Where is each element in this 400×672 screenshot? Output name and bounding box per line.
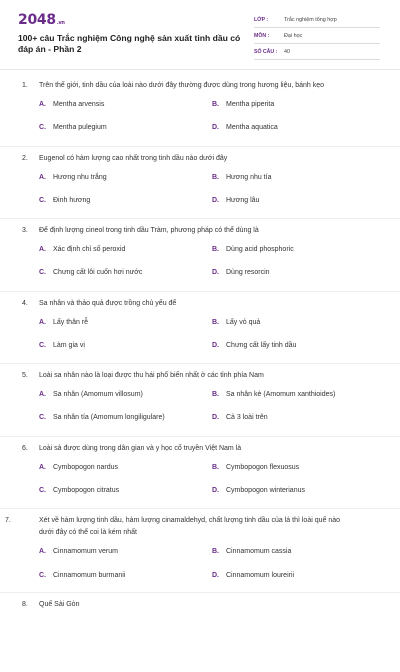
question-divider: [0, 592, 400, 593]
question-text: 3. Để định lượng cineol trong tinh dầu Tràm, phương pháp có thể dùng là: [22, 225, 380, 237]
question-divider: [0, 291, 400, 292]
answer-option[interactable]: A. Sa nhân (Amomum villosum): [39, 391, 143, 398]
answer-option[interactable]: C. Đinh hương: [39, 196, 91, 204]
answer-option[interactable]: B. Cymbopogon flexuosus: [212, 463, 300, 471]
question-divider: [0, 218, 400, 219]
meta-row-class: [254, 12, 380, 28]
header-divider: [0, 69, 400, 70]
meta-label: MÔN :: [254, 32, 270, 39]
question-item: [0, 298, 400, 371]
question-text: 2. Eugenol có hàm lượng cao nhất trong tinh dầu nào dưới đây: [22, 153, 380, 165]
question-number: 1.: [22, 82, 28, 89]
answer-option[interactable]: A. Cymbopogon nardus: [39, 463, 118, 471]
question-text: 6. Loài sả được dùng trong dân gian và y học cổ truyền Việt Nam là: [22, 443, 380, 455]
page-title: 100+ câu Trắc nghiệm Công nghệ sản xuất tinh dầu có đáp án - Phần 2: [18, 33, 241, 54]
answer-option[interactable]: B. Cinnamomum cassia: [212, 548, 292, 555]
question-text: 1. Trên thế giới, tinh dầu của loài nào dưới đây thường được dùng trong hương liệu, bánh kẹo: [22, 80, 380, 92]
answer-option[interactable]: C. Làm gia vị: [39, 341, 85, 349]
answer-option[interactable]: C. Chưng cất lôi cuốn hơi nước: [39, 269, 143, 276]
answer-option[interactable]: D. Chưng cất lấy tinh dầu: [212, 341, 297, 349]
answer-option[interactable]: B. Lấy vỏ quả: [212, 318, 261, 326]
answer-option[interactable]: C. Cymbopogon citratus: [39, 486, 120, 494]
question-number: 2.: [22, 154, 28, 162]
question-text: 7. Xét về hàm lượng tinh dầu, hàm lượng cinamaldehyd, chất lượng tinh dầu của lá thì loài quế nào dưới đây có thể coi là kém nhất: [5, 517, 341, 536]
answer-option[interactable]: A. Hương nhu trắng: [39, 173, 107, 181]
question-divider: [0, 146, 400, 147]
meta-value: 40: [284, 48, 290, 55]
question-item: [0, 80, 400, 153]
answer-option[interactable]: A. Mentha arvensis: [39, 101, 105, 108]
question-item: [0, 515, 400, 599]
answer-option[interactable]: A. Lấy thân rễ: [39, 318, 89, 326]
answer-option[interactable]: A. Cinnamomum verum: [39, 548, 118, 555]
meta-label: LỚP :: [254, 16, 269, 23]
answer-option[interactable]: C. Sa nhân tía (Amomum longiligulare): [39, 414, 165, 421]
answer-option[interactable]: D. Cymbopogon winterianus: [212, 486, 305, 494]
answer-option[interactable]: D. Cinnamomum loureirii: [212, 572, 295, 579]
question-divider: [0, 363, 400, 364]
question-list: [0, 80, 400, 672]
answer-option[interactable]: B. Hương nhu tía: [212, 173, 272, 181]
question-number: 3.: [22, 227, 28, 234]
site-logo[interactable]: 2048.vn: [18, 12, 65, 28]
meta-label: SỐ CÂU :: [254, 48, 278, 55]
question-number: 5.: [22, 372, 28, 379]
question-text: 4. Sa nhân và thảo quả được trồng chủ yếu để: [22, 298, 380, 310]
question-item: [0, 370, 400, 443]
question-item: [0, 153, 400, 226]
answer-option[interactable]: D. Hương lâu: [212, 196, 260, 204]
question-number: 7.: [5, 517, 11, 524]
question-divider: [0, 436, 400, 437]
meta-row-count: [254, 44, 380, 60]
answer-option[interactable]: C. Cinnamomum burmanii: [39, 572, 126, 579]
question-text: 5. Loài sa nhân nào là loại được thu hái phổ biến nhất ở các tỉnh phía Nam: [22, 370, 380, 382]
meta-value: Trắc nghiệm tổng hợp: [284, 16, 337, 23]
answer-option[interactable]: B. Sa nhân kè (Amomum xanthioides): [212, 391, 336, 398]
answer-option[interactable]: D. Cả 3 loài trên: [212, 414, 268, 421]
question-divider: [0, 508, 400, 509]
question-item: [0, 225, 400, 298]
answer-option[interactable]: A. Xác định chỉ số peroxid: [39, 246, 126, 253]
answer-option[interactable]: B. Mentha piperita: [212, 101, 275, 108]
answer-option[interactable]: C. Mentha pulegium: [39, 124, 107, 131]
page-header: [0, 0, 400, 64]
meta-row-subject: [254, 28, 380, 44]
answer-option[interactable]: D. Dùng resorcin: [212, 269, 270, 276]
question-item: [0, 599, 400, 672]
question-number: 6.: [22, 444, 28, 452]
question-item: [0, 443, 400, 516]
question-number: 4.: [22, 299, 28, 307]
meta-value: Đại học: [284, 32, 303, 39]
question-number: 8.: [22, 601, 28, 608]
meta-info: [254, 12, 380, 60]
question-text: 8. Quế Sài Gòn: [22, 599, 380, 611]
answer-option[interactable]: D. Mentha aquatica: [212, 124, 278, 131]
answer-option[interactable]: B. Dùng acid phosphoric: [212, 246, 294, 253]
